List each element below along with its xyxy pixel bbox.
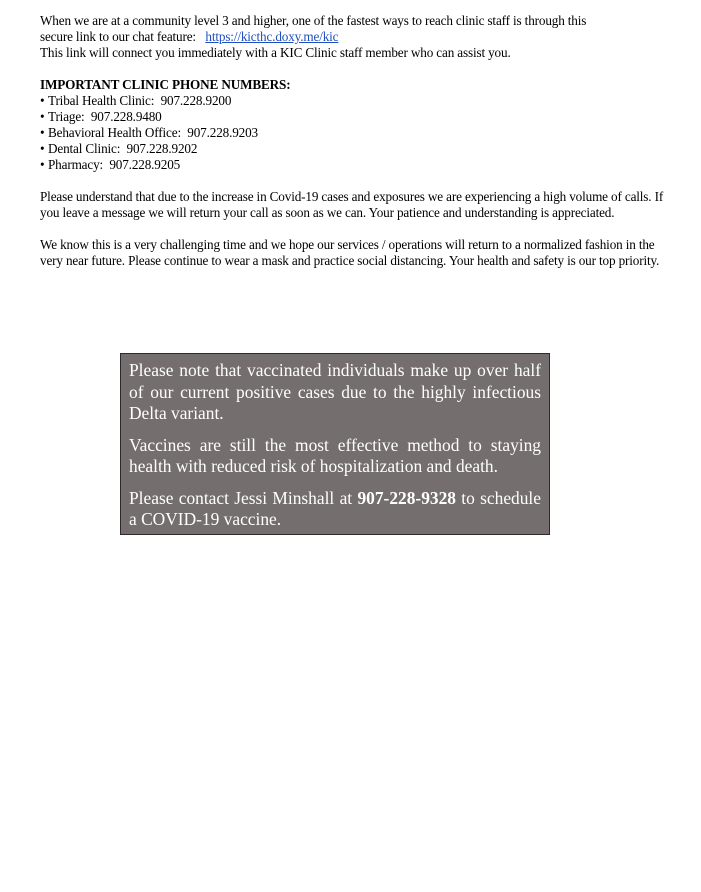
phone-numbers-heading: IMPORTANT CLINIC PHONE NUMBERS: (40, 77, 291, 92)
vaccine-notice-contact (129, 488, 541, 531)
vaccine-notice-delta: Please note that vaccinated individuals make up over half of our current positive cases due to the highly infectious Delta variant. (129, 360, 541, 423)
contact-prefix: Please contact Jessi Minshall at (129, 487, 353, 508)
phone-item (40, 93, 665, 109)
phone-item (40, 157, 665, 173)
phone-label: Tribal Health Clinic: (48, 93, 155, 108)
spacer (40, 173, 665, 189)
phone-number: 907.228.9480 (90, 109, 162, 124)
contact-phone: 907-228-9328 (357, 487, 456, 508)
phone-item (40, 141, 665, 157)
vaccine-notice-box (120, 353, 550, 535)
phone-item (40, 125, 665, 141)
closing-paragraph: We know this is a very challenging time and we hope our services / operations will return to a normalized fashion in the very near future. Please continue to wear a mask and practice social distancing. Your health and safety is our top priority. (40, 237, 660, 268)
phone-label: Behavioral Health Office: (48, 125, 181, 140)
phone-number: 907.228.9205 (109, 157, 181, 172)
intro-line-1: When we are at a community level 3 and higher, one of the fastest ways to reach clinic staff is through this (40, 13, 587, 28)
bullet: • (40, 141, 45, 156)
bullet: • (40, 157, 45, 172)
spacer (40, 61, 665, 77)
document-body (40, 13, 665, 269)
phone-label: Triage: (48, 109, 85, 124)
covid-notice-paragraph: Please understand that due to the increase in Covid-19 cases and exposures we are experiencing a high volume of calls. If you leave a message we will return your call as soon as we can. Your patience and understanding is appreciated. (40, 189, 664, 220)
intro-paragraph (40, 13, 665, 61)
contact-suffix: to schedule a COVID-19 vaccine. (129, 487, 541, 529)
bullet: • (40, 93, 45, 108)
intro-line-2-prefix: secure link to our chat feature: (40, 29, 196, 44)
phone-item (40, 109, 665, 125)
phone-number: 907.228.9202 (126, 141, 198, 156)
phone-label: Dental Clinic: (48, 141, 121, 156)
bullet: • (40, 109, 45, 124)
vaccine-notice-effectiveness: Vaccines are still the most effective method to staying health with reduced risk of hospitalization and death. (129, 434, 541, 476)
intro-line-3: This link will connect you immediately with a KIC Clinic staff member who can assist you. (40, 45, 511, 60)
phone-numbers-list (40, 93, 665, 173)
phone-number: 907.228.9200 (160, 93, 232, 108)
chat-link[interactable]: https://kicthc.doxy.me/kic (205, 29, 339, 44)
bullet: • (40, 125, 45, 140)
phone-number: 907.228.9203 (187, 125, 258, 140)
phone-label: Pharmacy: (48, 157, 104, 172)
spacer (40, 221, 665, 237)
